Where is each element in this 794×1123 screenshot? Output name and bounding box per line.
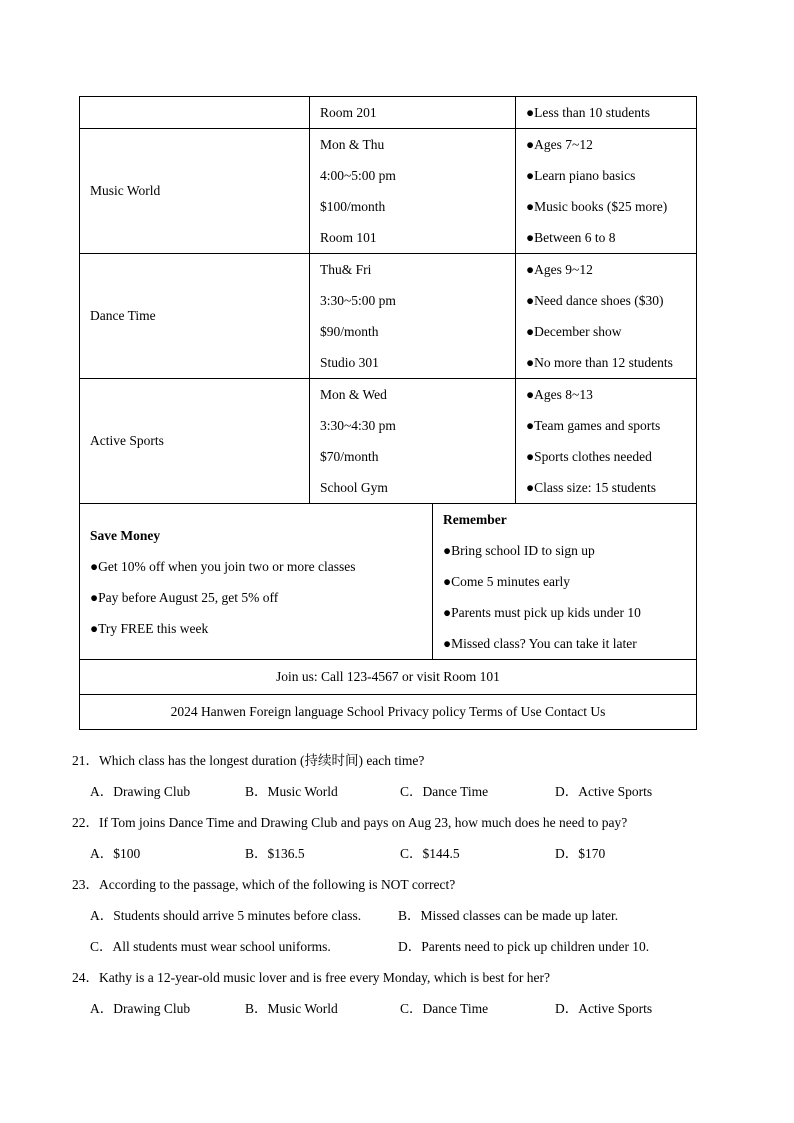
class-note: ●Class size: 15 students: [526, 480, 657, 495]
class-price: $100/month: [320, 199, 386, 214]
table-row: [80, 504, 697, 660]
remember-item: ●Bring school ID to sign up: [443, 543, 595, 558]
class-details-cell: [310, 129, 516, 254]
info-table: [79, 504, 697, 730]
class-days: Mon & Wed: [320, 387, 387, 402]
question-text: 24．Kathy is a 12-year-old music lover and is free every Monday, which is best for her?: [72, 970, 550, 985]
class-notes-cell: [516, 379, 697, 504]
class-notes-cell: [516, 254, 697, 379]
class-name: Active Sports: [80, 379, 310, 504]
class-note: ●Ages 9~12: [526, 262, 593, 277]
option-a[interactable]: A．Students should arrive 5 minutes before class.: [90, 908, 362, 923]
class-details-cell: [310, 254, 516, 379]
save-money-item: ●Pay before August 25, get 5% off: [90, 589, 279, 605]
save-money-item: ●Get 10% off when you join two or more classes: [90, 558, 356, 574]
remember-heading: Remember: [443, 512, 507, 527]
option-b[interactable]: B．Music World: [245, 1001, 338, 1016]
option-d[interactable]: D．$170: [555, 846, 606, 861]
class-note: ●Ages 7~12: [526, 137, 593, 152]
question-text: 22．If Tom joins Dance Time and Drawing Club and pays on Aug 23, how much does he need to pay?: [72, 815, 628, 830]
class-room: Studio 301: [320, 355, 379, 370]
question-23: [72, 869, 712, 962]
remember-item: ●Parents must pick up kids under 10: [443, 605, 641, 620]
remember-section: [433, 504, 697, 660]
class-days: Mon & Thu: [320, 137, 385, 152]
save-money-item: ●Try FREE this week: [90, 620, 209, 636]
class-price: $70/month: [320, 449, 379, 464]
option-d[interactable]: D．Active Sports: [555, 1001, 653, 1016]
table-row: [80, 129, 697, 254]
option-a[interactable]: A．Drawing Club: [90, 784, 191, 799]
class-room: School Gym: [320, 480, 388, 495]
class-note: ●Ages 8~13: [526, 387, 593, 402]
answer-options: [72, 931, 712, 962]
class-days: Thu& Fri: [320, 262, 372, 277]
class-note: ●Less than 10 students: [526, 105, 651, 120]
class-note: ●Learn piano basics: [526, 168, 636, 183]
class-note: ●December show: [526, 324, 622, 339]
table-row: [80, 254, 697, 379]
class-note: ●Music books ($25 more): [526, 199, 668, 214]
class-table: [79, 96, 697, 504]
option-c[interactable]: C．Dance Time: [400, 1001, 489, 1016]
question-22: [72, 807, 712, 869]
option-c[interactable]: C．Dance Time: [400, 784, 489, 799]
save-money-section: [80, 504, 433, 660]
option-d[interactable]: D．Active Sports: [555, 784, 653, 799]
answer-options: [72, 993, 712, 1024]
option-b[interactable]: B．$136.5: [245, 846, 305, 861]
remember-item: ●Missed class? You can take it later: [443, 636, 637, 651]
class-note: ●Between 6 to 8: [526, 230, 616, 245]
class-time: 4:00~5:00 pm: [320, 168, 396, 183]
activity-schedule: [79, 96, 696, 730]
class-note: ●Sports clothes needed: [526, 449, 652, 464]
option-a[interactable]: A．$100: [90, 846, 141, 861]
option-c[interactable]: C．$144.5: [400, 846, 460, 861]
option-c[interactable]: C．All students must wear school uniforms.: [90, 939, 331, 954]
option-d[interactable]: D．Parents need to pick up children under 10.: [398, 939, 650, 954]
table-row: [80, 379, 697, 504]
class-room: Room 201: [320, 105, 377, 120]
class-note: ●Team games and sports: [526, 418, 661, 433]
class-name: Music World: [80, 129, 310, 254]
question-list: [72, 745, 712, 1024]
class-note: ●Need dance shoes ($30): [526, 293, 664, 308]
question-text: 21．Which class has the longest duration (持续时间) each time?: [72, 753, 425, 768]
class-time: 3:30~5:00 pm: [320, 293, 396, 308]
class-details-cell: [310, 379, 516, 504]
class-notes-cell: [516, 97, 697, 129]
answer-options: [72, 776, 712, 807]
question-text: 23．According to the passage, which of the following is NOT correct?: [72, 877, 456, 892]
class-notes-cell: [516, 129, 697, 254]
table-row: [80, 660, 697, 695]
class-room: Room 101: [320, 230, 377, 245]
class-name-cell: [80, 97, 310, 129]
class-time: 3:30~4:30 pm: [320, 418, 396, 433]
option-b[interactable]: B．Music World: [245, 784, 338, 799]
table-row: [80, 695, 697, 730]
join-info: Join us: Call 123-4567 or visit Room 101: [80, 660, 697, 695]
footer-links: 2024 Hanwen Foreign language School Privacy policy Terms of Use Contact Us: [80, 695, 697, 730]
class-details-cell: [310, 97, 516, 129]
table-row: [80, 97, 697, 129]
answer-options: [72, 838, 712, 869]
option-a[interactable]: A．Drawing Club: [90, 1001, 191, 1016]
class-name: Dance Time: [80, 254, 310, 379]
remember-item: ●Come 5 minutes early: [443, 574, 571, 589]
question-24: [72, 962, 712, 1024]
class-note: ●No more than 12 students: [526, 355, 673, 370]
class-price: $90/month: [320, 324, 379, 339]
option-b[interactable]: B．Missed classes can be made up later.: [398, 908, 619, 923]
question-21: [72, 745, 712, 807]
answer-options: [72, 900, 712, 931]
save-money-heading: Save Money: [90, 527, 161, 543]
